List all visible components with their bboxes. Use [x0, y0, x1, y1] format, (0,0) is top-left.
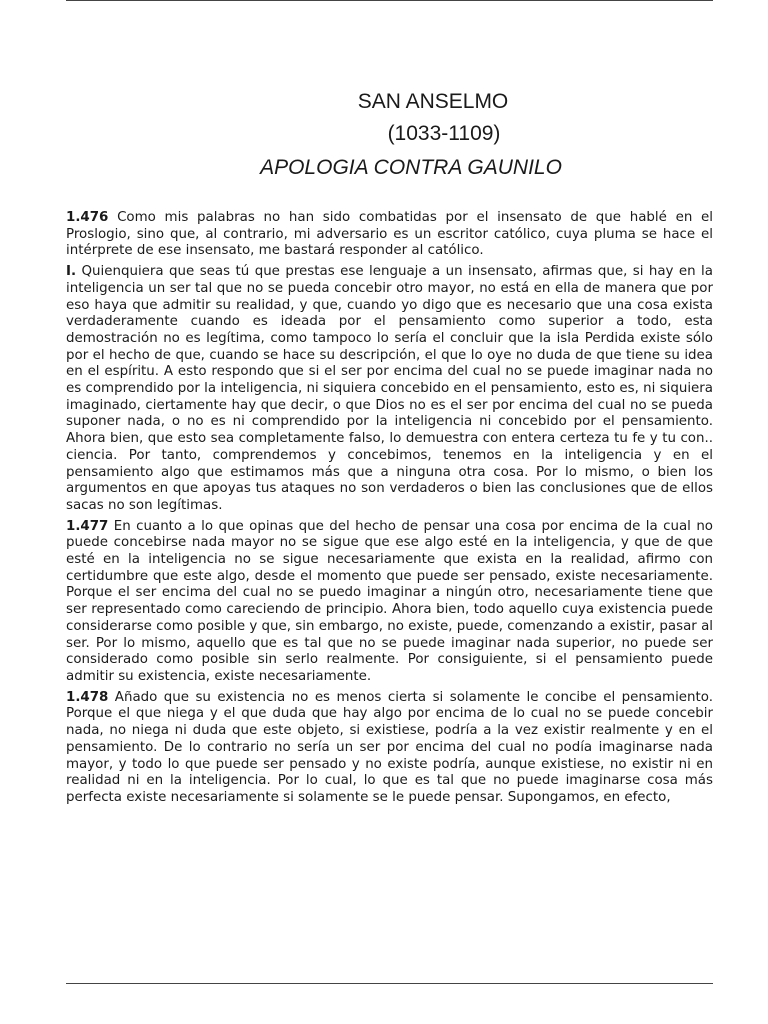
paragraph-text: En cuanto a lo que opinas que del hecho de pensar una cosa por encima de la cual no puede concebirse nada mayor no se sigue que ese algo esté en la inteligencia, y que de que esté en la inteligencia no se sigue necesariamente que exista en la realidad, afirmo con certidumbre que este algo, desde el momento que puede ser pensado, existe necesariamente. Porque el ser encima del cual no se puedo imaginar a ningún otro, necesariamente tiene que ser representado como careciendo de principio. Ahora bien, todo aquello cuya existencia puede considerarse como posible y que, sin embargo, no existe, puede, comenzando a existir, pasar al ser. Por lo mismo, aquello que es tal que no se puede imaginar nada superior, no puede ser considerado como posible sin serlo realmente. Por consiguiente, si el pensamiento puede admitir su existencia, existe necesariamente.	[66, 518, 713, 684]
paragraph-number: 1.478	[66, 689, 109, 705]
paragraph-text: Como mis palabras no han sido combatidas por el insensato de que hablé en el Proslogio, sino que, al contrario, mi adversario es un escritor católico, cuya pluma se hace el intérprete de ese insensato, me bastará responder al católico.	[66, 210, 713, 259]
document-body	[66, 210, 713, 811]
paragraph	[66, 210, 713, 260]
work-title-heading: APOLOGIA CONTRA GAUNILO	[260, 156, 562, 179]
paragraph	[66, 690, 713, 807]
paragraph-number: 1.477	[66, 518, 109, 534]
paragraph	[66, 264, 713, 515]
bottom-rule	[66, 983, 713, 984]
paragraph	[66, 519, 713, 686]
title-block	[66, 88, 756, 182]
paragraph-number: 1.476	[66, 210, 109, 225]
paragraph-number: I.	[66, 264, 77, 280]
top-rule	[66, 0, 713, 1]
author-heading: SAN ANSELMO	[357, 90, 509, 113]
paragraph-text: Quienquiera que seas tú que prestas ese lenguaje a un insensato, afirmas que, si hay en la inteligencia un ser tal que no se pueda concebir otro mayor, no está en ella de manera que por eso haya que admitir su realidad, y que, cuando yo digo que es necesario que una cosa exista verdaderamente cuando es ideada por el pensamiento como superior a todo, esta demostración no es legítima, como tampoco lo sería el concluir que la isla Perdida existe sólo por el hecho de que, cuando se hace su descripción, el que lo oye no duda de que tiene su idea en el espíritu. A esto respondo que si el ser por encima del cual no se puede imaginar nada no es comprendido por la inteligencia, ni siquiera concebido en el pensamiento, esto es, ni siquiera imaginado, ciertamente hay que decir, o que Dios no es el ser por encima del cual no se pueda suponer nada, o no es ni comprendido por la inteligencia ni concebido por el pensamiento. Ahora bien, que esto sea completamente falso, lo demuestra con entera certeza tu fe y tu con.. ciencia. Por tanto, comprendemos y concebimos, tenemos en la inteligencia y en el pensamiento algo que estimamos más que a ninguna otra cosa. Por lo mismo, o bien los argumentos en que apoyas tus ataques no son verdaderos o bien las conclusiones que de ellos sacas no son legítimas.	[66, 264, 713, 513]
dates-heading: (1033-1109)	[387, 122, 501, 145]
paragraph-text: Añado que su existencia no es menos cierta si solamente le concibe el pensamiento. Porque el que niega y el que duda que hay algo por encima de lo cual no se puede concebir nada, no niega ni duda que este objeto, si existiese, podría a la vez existir realmente y en el pensamiento. De lo contrario no sería un ser por encima del cual no podía imaginarse nada mayor, y todo lo que puede ser pensado y no existe podría, aunque existiese, no existir ni en realidad ni en la inteligencia. Por lo cual, lo que es tal que no puede imaginarse cosa más perfecta existe necesariamente si solamente se le puede pensar. Supongamos, en efecto,	[66, 689, 713, 805]
